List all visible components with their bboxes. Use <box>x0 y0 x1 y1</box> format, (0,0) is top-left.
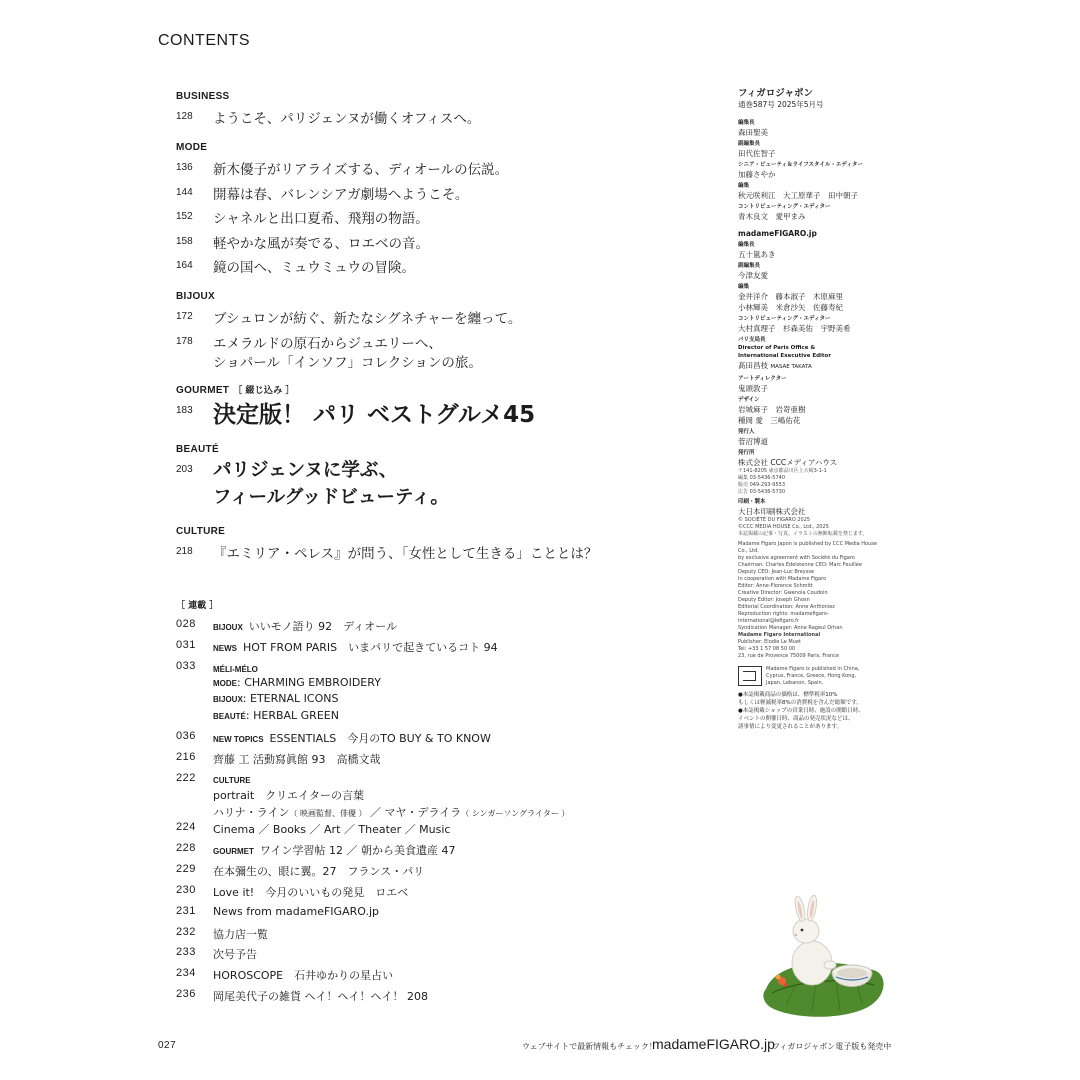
copyright: ©CCC MEDIA HOUSE Co., Ltd., 2025 <box>738 524 829 530</box>
staff-role-en: Director of Paris Office & <box>738 345 816 351</box>
article-title[interactable]: 開幕は春、バレンシアガ劇場へようこそ。 <box>213 187 469 203</box>
colophon <box>738 88 888 731</box>
staff-name: 青木良文 愛甲まみ <box>738 212 806 221</box>
staff-name: 小林輝美 米倉沙矢 佐藤寿紀 <box>738 303 843 312</box>
person-name: ハリナ・ライン <box>213 806 290 819</box>
page-number: 203 <box>176 464 193 475</box>
license-text: Deputy CEO: Jean-Luc Breysse <box>738 569 815 575</box>
page-number: 234 <box>176 967 196 979</box>
price-notice: ●本誌掲載商品の価格は、標準税率10% <box>738 692 838 698</box>
serial-text: ESSENTIALS 今月のTO BUY & TO KNOW <box>269 732 491 745</box>
page-number: 178 <box>176 336 193 347</box>
copyright-notice: 本誌掲載の記事・写真、イラストの無断転載を禁じます。 <box>738 531 868 537</box>
staff-name: 岩城麻子 岩嵜亜樹 <box>738 405 806 414</box>
section-header-beaute: BEAUTÉ <box>176 444 219 455</box>
figaro-international-logo-icon <box>738 666 762 686</box>
staff-name-ja: 髙田昌枝 <box>738 361 768 370</box>
page-number: 233 <box>176 946 196 958</box>
person-role: （ シンガーソングライター ） <box>461 809 570 818</box>
staff-role: 発行人 <box>738 429 755 435</box>
bunny-figurine-image <box>756 893 892 1023</box>
issue-number: 通巻587号 2025年5月号 <box>738 100 824 109</box>
staff-role: アートディレクター <box>738 376 787 382</box>
staff-name: 森田聖美 <box>738 128 768 137</box>
section-header-label: GOURMET <box>176 385 230 396</box>
license-text: 23, rue de Provence 75009 Paris, France <box>738 653 840 659</box>
price-notice: もしくは軽減税率8%の消費税を含んだ総額です。 <box>738 700 862 706</box>
serial-item[interactable]: 協力店一覧 <box>213 928 268 941</box>
license-text: Publisher: Elodie Le Muet <box>738 639 801 645</box>
staff-name: 田代佐智子 <box>738 149 776 158</box>
page-number: 144 <box>176 187 193 198</box>
staff-name: 五十嵐あき <box>738 250 776 259</box>
serial-subitem[interactable]: portrait クリエイターの言葉 <box>213 789 364 802</box>
page-number: 230 <box>176 884 196 896</box>
serial-item[interactable]: Cinema ／ Books ／ Art ／ Theater ／ Music <box>213 823 451 836</box>
page-number: 183 <box>176 405 193 416</box>
serial-tag: MÉLI-MÉLO <box>213 665 258 674</box>
phone-sales: 販売 049-293-9553 <box>738 482 786 488</box>
staff-name: 加藤さやか <box>738 170 776 179</box>
serial-item[interactable] <box>213 773 257 786</box>
shop-notice: 諸事情により変更されることがあります。 <box>738 724 843 730</box>
staff-name: 今津友愛 <box>738 271 768 280</box>
license-text: In cooperation with Madame Figaro <box>738 576 827 582</box>
phone-editorial: 編集 03-5436-5740 <box>738 475 786 481</box>
article-title-line1[interactable]: エメラルドの原石からジュエリーへ、 <box>213 336 442 352</box>
serial-item[interactable] <box>213 730 491 746</box>
page-number: 172 <box>176 311 193 322</box>
serial-item[interactable]: 齊藤 工 活動寫眞館 93 高橋文哉 <box>213 753 381 766</box>
staff-role: 編集長 <box>738 120 755 126</box>
serial-item[interactable]: Love it! 今月のいいもの発見 ロエベ <box>213 886 409 899</box>
page-number: 036 <box>176 730 196 742</box>
license-text: Editorial Coordination: Anne Anthoniez <box>738 604 835 610</box>
staff-name: 菅沼博道 <box>738 437 768 446</box>
serial-text: HOT FROM PARIS いまパリで起きているコト 94 <box>243 641 498 654</box>
staff-role: シニア・ビューティ＆ライフスタイル・エディター <box>738 162 863 168</box>
shop-notice: イベントの開催日時、商品の発売状況などは、 <box>738 716 854 722</box>
footer-page-number: 027 <box>158 1040 177 1051</box>
footer-digital-promo: フィガロジャポン電子版も発売中 <box>772 1042 892 1051</box>
staff-role: コントリビューティング・エディター <box>738 316 831 322</box>
license-text: by exclusive agreement with Société du Figaro <box>738 555 855 561</box>
page-number: 236 <box>176 988 196 1000</box>
staff-name: 種岡 愛 三嶋佑花 <box>738 416 801 425</box>
license-text: Chairman: Charles Edelstenne CEO: Marc Feuillée <box>738 562 862 568</box>
article-title-line2[interactable]: ショパール「インソフ」コレクションの旅。 <box>213 355 482 371</box>
serial-subitem[interactable] <box>213 692 338 705</box>
page-number: 028 <box>176 618 196 630</box>
section-header-gourmet <box>176 383 295 396</box>
article-title[interactable]: 『エミリア・ペレス』が問う、「女性として生きる」こととは？ <box>213 546 598 562</box>
footer-site-link[interactable]: madameFIGARO.jp <box>652 1036 775 1052</box>
serials-header: ［ 連載 ］ <box>176 601 219 611</box>
license-text: Deputy Editor: Joseph Ghosn <box>738 597 810 603</box>
article-title[interactable]: 軽やかな風が奏でる、ロエベの音。 <box>213 236 429 252</box>
section-header-business: BUSINESS <box>176 91 230 102</box>
serial-tag: CULTURE <box>213 776 251 785</box>
page-number: 232 <box>176 926 196 938</box>
phone-advertising: 広告 03-5436-5730 <box>738 489 786 495</box>
page-number: 222 <box>176 772 196 784</box>
staff-role: 編集 <box>738 183 750 189</box>
website-name: madameFIGARO.jp <box>738 229 817 238</box>
page-title: CONTENTS <box>158 32 250 49</box>
international-logo-block <box>738 666 888 687</box>
serial-text: いいモノ語り 92 ディオール <box>248 620 398 633</box>
serial-tag: NEW TOPICS <box>213 735 264 744</box>
serial-subtag: BEAUTÉ <box>213 712 246 721</box>
separator: ／ <box>370 806 382 819</box>
page-number: 136 <box>176 162 193 173</box>
license-text: Reproduction rights: madamefigaro-international@lefigaro.fr <box>738 611 829 624</box>
staff-name: 秋元咲利江 大工原華子 田中朝子 <box>738 191 858 200</box>
publisher-address: 〒141-8205 東京都品川区上大崎3-1-1 <box>738 468 827 474</box>
serial-subitem[interactable] <box>213 676 381 689</box>
section-header-culture: CULTURE <box>176 526 226 537</box>
page-number: 033 <box>176 660 196 672</box>
staff-role: コントリビューティング・エディター <box>738 204 831 210</box>
license-text: Madame Figaro Japon is published by CCC Media House Co., Ltd. <box>738 541 877 554</box>
serial-item[interactable] <box>213 662 264 675</box>
staff-role: 発行所 <box>738 450 755 456</box>
article-title[interactable]: 新木優子がリアライズする、ディオールの伝説。 <box>213 162 509 178</box>
page-number: 158 <box>176 236 193 247</box>
page-number: 031 <box>176 639 196 651</box>
staff-role: 印刷・製本 <box>738 499 766 505</box>
staff-role: デザイン <box>738 397 760 403</box>
license-text: Madame Figaro International <box>738 632 821 638</box>
serial-item[interactable]: 次号予告 <box>213 948 257 961</box>
staff-name-en: MASAE TAKATA <box>770 364 812 370</box>
staff-role: 副編集長 <box>738 141 761 147</box>
serial-item[interactable]: News from madameFIGARO.jp <box>213 905 379 918</box>
page-number: 231 <box>176 905 196 917</box>
staff-role: パリ支局長 <box>738 337 766 343</box>
staff-name <box>738 360 888 373</box>
staff-role: 副編集長 <box>738 263 761 269</box>
section-header-mode: MODE <box>176 142 208 153</box>
person-role: （ 映画監督、俳優 ） <box>289 809 367 818</box>
serial-subtag: BIJOUX <box>213 695 243 704</box>
article-title-line1[interactable]: パリジェンヌに学ぶ、 <box>213 460 398 481</box>
serial-text: : CHARMING EMBROIDERY <box>237 676 381 689</box>
serial-tag: GOURMET <box>213 847 254 856</box>
license-text: Syndication Manager: Anne Rageul Orhan <box>738 625 843 631</box>
serial-subitem[interactable] <box>213 709 339 722</box>
article-title-headline[interactable]: 決定版！ パリ ベストグルメ45 <box>213 402 536 428</box>
printer-company: 大日本印刷株式会社 <box>738 507 806 516</box>
staff-role: 編集長 <box>738 242 755 248</box>
staff-name: 大村真理子 杉森美佑 宇野美希 <box>738 324 851 333</box>
serial-item[interactable]: 在本彌生の、眼に翼。27 フランス・パリ <box>213 865 425 878</box>
international-note: Cyprus, France, Greece, Hong Kong, <box>766 673 857 679</box>
magazine-name: フィガロジャポン <box>738 88 814 99</box>
serial-tag: NEWS <box>213 644 237 653</box>
serial-item[interactable]: HOROSCOPE 石井ゆかりの星占い <box>213 969 394 982</box>
page-number: 218 <box>176 546 193 557</box>
staff-name: 金井洋介 藤本淑子 木原麻里 <box>738 292 843 301</box>
section-header-bijoux: BIJOUX <box>176 291 216 302</box>
license-text: Tel: +33 1 57 08 50 00 <box>738 646 796 652</box>
person-name: マヤ・デライラ <box>384 806 462 819</box>
serial-item[interactable] <box>213 618 397 634</box>
license-text: Creative Director: Gwenola Coudoin <box>738 590 828 596</box>
page-number: 228 <box>176 842 196 854</box>
international-note: Japan, Lebanon, Spain. <box>766 680 824 686</box>
page-number: 128 <box>176 111 193 122</box>
page-number: 229 <box>176 863 196 875</box>
serial-subitem[interactable] <box>213 804 569 820</box>
article-title[interactable]: ようこそ、パリジェンヌが働くオフィスへ。 <box>213 111 481 127</box>
copyright: © SOCIÉTÉ DU FIGARO 2025 <box>738 517 811 523</box>
serial-item[interactable] <box>213 842 456 858</box>
article-title[interactable]: 鏡の国へ、ミュウミュウの冒険。 <box>213 260 415 276</box>
license-text: Editor: Anne-Florence Schmitt <box>738 583 813 589</box>
footer-web-promo: ウェブサイトで最新情報もチェック！ <box>522 1042 657 1051</box>
staff-name: 鬼頭敦子 <box>738 384 768 393</box>
serial-text: : ETERNAL ICONS <box>242 692 339 705</box>
page-number: 216 <box>176 751 196 763</box>
shop-notice: ●本誌掲載ショップの営業日時、施設の開館日時、 <box>738 708 864 714</box>
page-number: 152 <box>176 211 193 222</box>
international-note: Madame Figaro is published in China, <box>766 666 860 672</box>
section-header-note: ［ 綴じ込み ］ <box>233 385 295 395</box>
article-title-line2[interactable]: フィールグッドビューティ。 <box>213 487 449 508</box>
page-number: 164 <box>176 260 193 271</box>
serial-text: ワイン学習帖 12 ／ 朝から美食遺産 47 <box>259 844 456 857</box>
staff-role-en: International Executive Editor <box>738 353 832 359</box>
serial-item[interactable] <box>213 639 498 655</box>
publisher-company: 株式会社 CCCメディアハウス <box>738 458 838 467</box>
article-title[interactable]: シャネルと出口夏希、飛翔の物語。 <box>213 211 429 227</box>
article-title[interactable]: ブシュロンが紡ぐ、新たなシグネチャーを纏って。 <box>213 311 522 327</box>
page-number: 224 <box>176 821 196 833</box>
serial-tag: BIJOUX <box>213 623 243 632</box>
serial-item[interactable]: 岡尾美代子の雑貨 ヘイ！ヘイ！ヘイ！ 208 <box>213 990 428 1003</box>
staff-role: 編集 <box>738 284 750 290</box>
serial-text: : HERBAL GREEN <box>245 709 339 722</box>
serial-subtag: MODE <box>213 679 237 688</box>
